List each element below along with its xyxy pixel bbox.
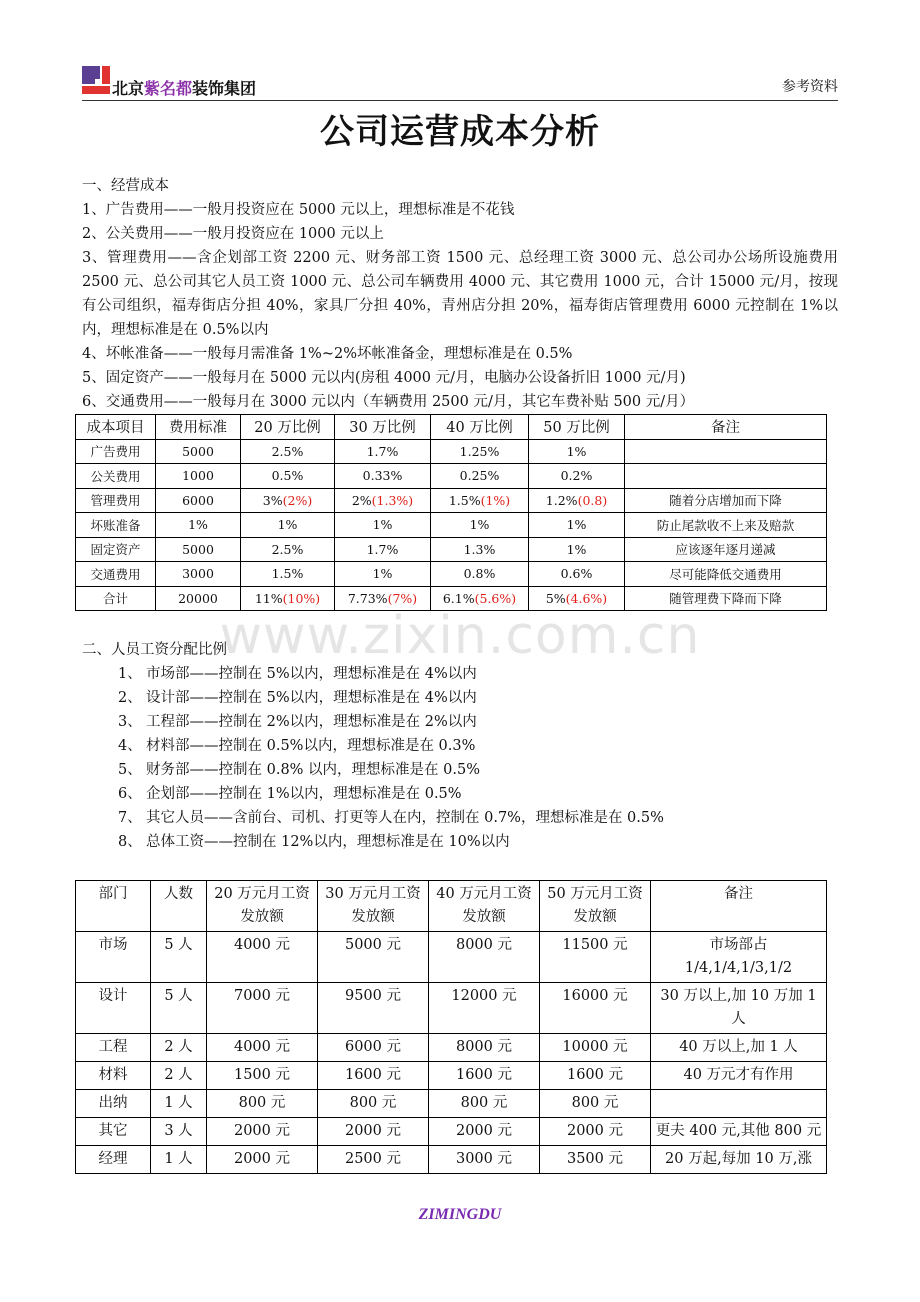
- table-cell: 11500 元: [540, 932, 651, 983]
- target-ratio: (5.6%): [474, 590, 517, 606]
- table-row: [76, 932, 827, 983]
- table-header-cell: 30 万元月工资发放额: [318, 881, 429, 932]
- table-cell: 5 人: [151, 932, 207, 983]
- s2-list-item: 8、 总体工资——控制在 12%以内，理想标准是在 10%以内: [118, 834, 510, 850]
- target-ratio: (10%): [282, 590, 321, 606]
- s2-list-item: 7、 其它人员——含前台、司机、打更等人在内，控制在 0.7%，理想标准是在 0.5%: [118, 810, 664, 826]
- table-header-cell: 20 万元月工资发放额: [207, 881, 318, 932]
- table-cell: 800 元: [429, 1090, 540, 1118]
- table-cell: 2000 元: [318, 1118, 429, 1146]
- table-cell: 管理费用: [76, 488, 156, 513]
- table-cell: 工程: [76, 1034, 151, 1062]
- table-cell: 30 万以上,加 10 万加 1 人: [651, 983, 827, 1034]
- table-cell: 5 人: [151, 983, 207, 1034]
- reference-label: 参考资料: [782, 79, 838, 95]
- table-cell: 1.3%: [431, 537, 529, 562]
- table-header-cell: 40 万比例: [431, 415, 529, 440]
- table-cell: 40 万以上,加 1 人: [651, 1034, 827, 1062]
- table-cell: [651, 1090, 827, 1118]
- table-cell: 0.25%: [431, 464, 529, 489]
- table-cell: 3500 元: [540, 1146, 651, 1174]
- table-header-cell: 20 万比例: [241, 415, 335, 440]
- table-row: [76, 513, 827, 538]
- table-cell: 0.2%: [529, 464, 625, 489]
- table-cell: 12000 元: [429, 983, 540, 1034]
- table-cell: 11%(10%): [241, 586, 335, 611]
- table-row: [76, 488, 827, 513]
- watermark: www.zixin.com.cn: [219, 606, 701, 666]
- s1-item: 1、广告费用——一般月投资应在 5000 元以上，理想标准是不花钱: [82, 202, 515, 218]
- table-cell: 1.7%: [335, 537, 431, 562]
- table-cell: 5000: [156, 537, 241, 562]
- table-cell: 2.5%: [241, 537, 335, 562]
- table-cell: 4000 元: [207, 1034, 318, 1062]
- table-row: [76, 537, 827, 562]
- table-cell: 1 人: [151, 1146, 207, 1174]
- cost-table: [75, 414, 827, 611]
- table-cell: 1600 元: [540, 1062, 651, 1090]
- table-row: [76, 464, 827, 489]
- table-cell: 1600 元: [318, 1062, 429, 1090]
- table-cell: 6.1%(5.6%): [431, 586, 529, 611]
- table-header-cell: 备注: [625, 415, 827, 440]
- s2-list-item: 2、 设计部——控制在 5%以内，理想标准是在 4%以内: [118, 690, 477, 706]
- table-cell: 1%: [529, 513, 625, 538]
- table-cell: 2.5%: [241, 439, 335, 464]
- table-header-cell: 人数: [151, 881, 207, 932]
- table-cell: 16000 元: [540, 983, 651, 1034]
- table-cell: 2000 元: [540, 1118, 651, 1146]
- table-cell: 1%: [241, 513, 335, 538]
- table-row: [76, 1090, 827, 1118]
- table-row: [76, 1062, 827, 1090]
- table-row: [76, 1118, 827, 1146]
- table-row: [76, 439, 827, 464]
- table-cell: 出纳: [76, 1090, 151, 1118]
- table-cell: 0.6%: [529, 562, 625, 587]
- table-cell: 3%(2%): [241, 488, 335, 513]
- table-cell: 3 人: [151, 1118, 207, 1146]
- s1-item: 2、公关费用——一般月投资应在 1000 元以上: [82, 226, 384, 242]
- page-header: [82, 64, 838, 101]
- target-ratio: (0.8): [577, 492, 608, 508]
- table-cell: [625, 439, 827, 464]
- s1-item: 5、固定资产——一般每月在 5000 元以内(房租 4000 元/月，电脑办公设备折旧 1000 元/月): [82, 370, 686, 386]
- s2-list-item: 5、 财务部——控制在 0.8% 以内，理想标准是在 0.5%: [118, 762, 481, 778]
- target-ratio: (7%): [387, 590, 418, 606]
- target-ratio: (1.3%): [371, 492, 414, 508]
- table-cell: 7.73%(7%): [335, 586, 431, 611]
- table-cell: 1 人: [151, 1090, 207, 1118]
- table-header-cell: 30 万比例: [335, 415, 431, 440]
- table-row: [76, 983, 827, 1034]
- section1-heading: 一、经营成本: [82, 178, 169, 194]
- table-header-cell: 费用标准: [156, 415, 241, 440]
- footer-brand: ZIMINGDU: [418, 1206, 502, 1223]
- table-cell: 20000: [156, 586, 241, 611]
- table-cell: 2%(1.3%): [335, 488, 431, 513]
- table-cell: 2 人: [151, 1034, 207, 1062]
- table-row: [76, 1034, 827, 1062]
- table-cell: 1%: [529, 537, 625, 562]
- table-cell: 应该逐年逐月递减: [625, 537, 827, 562]
- table-cell: 尽可能降低交通费用: [625, 562, 827, 587]
- table-cell: 0.33%: [335, 464, 431, 489]
- table-cell: 合计: [76, 586, 156, 611]
- table-cell: 5%(4.6%): [529, 586, 625, 611]
- table-header-row: [76, 415, 827, 440]
- target-ratio: (4.6%): [565, 590, 608, 606]
- table-cell: 2000 元: [207, 1146, 318, 1174]
- table-row: [76, 1146, 827, 1174]
- table-header-row: [76, 881, 827, 932]
- table-cell: 经理: [76, 1146, 151, 1174]
- table-header-cell: 40 万元月工资发放额: [429, 881, 540, 932]
- table-cell: 2500 元: [318, 1146, 429, 1174]
- table-cell: 4000 元: [207, 932, 318, 983]
- table-cell: 1.2%(0.8): [529, 488, 625, 513]
- target-ratio: (1%): [480, 492, 511, 508]
- s1-item: 4、坏帐准备——一般每月需准备 1%~2%坏帐准备金，理想标准是在 0.5%: [82, 346, 573, 362]
- table-cell: 6000 元: [318, 1034, 429, 1062]
- s2-list-item: 6、 企划部——控制在 1%以内，理想标准是在 0.5%: [118, 786, 462, 802]
- table-row: [76, 562, 827, 587]
- table-cell: 20 万起,每加 10 万,涨: [651, 1146, 827, 1174]
- table-cell: 设计: [76, 983, 151, 1034]
- table-cell: 广告费用: [76, 439, 156, 464]
- table-cell: 800 元: [540, 1090, 651, 1118]
- table-cell: 1500 元: [207, 1062, 318, 1090]
- s1-item: 6、交通费用——一般每月在 3000 元以内（车辆费用 2500 元/月，其它车费补贴 500 元/月）: [82, 394, 695, 410]
- table-cell: 40 万元才有作用: [651, 1062, 827, 1090]
- table-cell: 3000: [156, 562, 241, 587]
- table-cell: 1%: [335, 562, 431, 587]
- table-cell: 1%: [335, 513, 431, 538]
- table-cell: 1.7%: [335, 439, 431, 464]
- table-cell: 1%: [431, 513, 529, 538]
- s2-list-item: 3、 工程部——控制在 2%以内，理想标准是在 2%以内: [118, 714, 477, 730]
- table-cell: 5000: [156, 439, 241, 464]
- table-cell: 800 元: [318, 1090, 429, 1118]
- table-cell: 1600 元: [429, 1062, 540, 1090]
- table-cell: 1.5%: [241, 562, 335, 587]
- table-cell: 10000 元: [540, 1034, 651, 1062]
- table-cell: 1%: [156, 513, 241, 538]
- table-cell: 其它: [76, 1118, 151, 1146]
- s1-item-management: 3、管理费用——含企划部工资 2200 元、财务部工资 1500 元、总经理工资 3000 元、总公司办公场所设施费用 2500 元、总公司其它人员工资 1000 元、总公司车辆费用 4000 元、其它费用 1000 元，合计 15000 元/月，按现有公司组织，福寿街店分担 40%，家具厂分担 40%，青州店分担 20%，福寿街店管理费用 6000 元控制在 1%以内，理想标准是在 0.5%以内: [82, 250, 838, 338]
- table-cell: 8000 元: [429, 1034, 540, 1062]
- table-cell: 坏账准备: [76, 513, 156, 538]
- table-cell: 1.25%: [431, 439, 529, 464]
- table-cell: 防止尾款收不上来及赔款: [625, 513, 827, 538]
- table-cell: 固定资产: [76, 537, 156, 562]
- s2-list-item: 4、 材料部——控制在 0.5%以内，理想标准是在 0.3%: [118, 738, 476, 754]
- table-cell: 2000 元: [429, 1118, 540, 1146]
- target-ratio: (2%): [282, 492, 313, 508]
- salary-table: [75, 880, 827, 1174]
- table-cell: 800 元: [207, 1090, 318, 1118]
- table-header-cell: 备注: [651, 881, 827, 932]
- table-cell: 7000 元: [207, 983, 318, 1034]
- table-cell: 市场部占 1/4,1/4,1/3,1/2: [651, 932, 827, 983]
- table-cell: 6000: [156, 488, 241, 513]
- section2-heading: 二、人员工资分配比例: [82, 642, 227, 658]
- table-cell: 更夫 400 元,其他 800 元: [651, 1118, 827, 1146]
- table-cell: 9500 元: [318, 983, 429, 1034]
- table-cell: 材料: [76, 1062, 151, 1090]
- table-cell: 交通费用: [76, 562, 156, 587]
- table-cell: 市场: [76, 932, 151, 983]
- table-cell: 1000: [156, 464, 241, 489]
- table-cell: 0.5%: [241, 464, 335, 489]
- table-cell: 8000 元: [429, 932, 540, 983]
- brand-name: 北京紫名都装饰集团: [112, 79, 257, 98]
- table-cell: 3000 元: [429, 1146, 540, 1174]
- table-cell: 5000 元: [318, 932, 429, 983]
- table-cell: 1%: [529, 439, 625, 464]
- table-cell: 随管理费下降而下降: [625, 586, 827, 611]
- table-header-cell: 50 万元月工资发放额: [540, 881, 651, 932]
- table-cell: 1.5%(1%): [431, 488, 529, 513]
- table-header-cell: 成本项目: [76, 415, 156, 440]
- page-title: 公司运营成本分析: [320, 112, 600, 152]
- table-cell: [625, 464, 827, 489]
- table-cell: 随着分店增加而下降: [625, 488, 827, 513]
- table-cell: 2000 元: [207, 1118, 318, 1146]
- s2-list-item: 1、 市场部——控制在 5%以内，理想标准是在 4%以内: [118, 666, 477, 682]
- table-header-cell: 部门: [76, 881, 151, 932]
- table-cell: 公关费用: [76, 464, 156, 489]
- table-cell: 0.8%: [431, 562, 529, 587]
- table-header-cell: 50 万比例: [529, 415, 625, 440]
- company-logo-icon: [82, 66, 110, 94]
- table-cell: 2 人: [151, 1062, 207, 1090]
